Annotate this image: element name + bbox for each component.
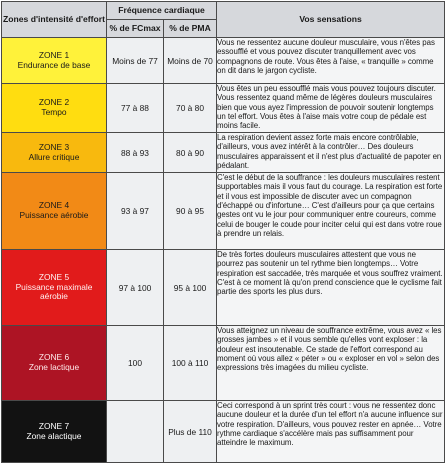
header-frequence: Fréquence cardiaque: [107, 2, 217, 20]
zone-number: ZONE 3: [38, 141, 70, 152]
zone-number: ZONE 7: [38, 420, 70, 431]
zone-row-1: [2, 38, 445, 84]
zone-number: ZONE 4: [38, 200, 70, 211]
zone-cell: [2, 133, 107, 173]
zone-cell: [2, 326, 107, 401]
zone-label: Endurance de base: [17, 59, 91, 70]
zone-row-4: [2, 173, 445, 250]
fcmax-value: 97 à 100: [107, 250, 164, 326]
zone-number: ZONE 2: [38, 97, 70, 108]
sensation-text: La respiration devient assez forte mais encore contrôlable, d'ailleurs, vous avez intérêt à la contrôler… Des douleurs musculaires apparaissent et il n'est plus d'actualité de papoter en pédalant.: [217, 133, 445, 173]
zone-row-6: [2, 326, 445, 401]
sensation-text: Vous ne ressentez aucune douleur musculaire, vous n'êtes pas essoufflé et vous pouvez discuter tranquillement avec vos compagnons de route. Vous êtes à l'aise, « tranquille » comme on dit dans le jargon cycliste.: [217, 38, 445, 84]
zone-label: Tempo: [41, 107, 67, 117]
sensation-text: C'est le début de la souffrance : les douleurs musculaires restent supportables mais il vous faut du courage. La respiration est forte et il vous est impossible de discuter avec un compagnon d'échappé ou d'infortune… C'est d'ailleurs pour ça que certains gestes ont vu le jour pour communiquer entre coureurs, comme celui de bouger le coude pour inciter celui qui est dans votre roue à prendre un relais.: [217, 173, 445, 250]
pma-value: 95 à 100: [164, 250, 217, 326]
pma-value: 80 à 90: [164, 133, 217, 173]
zone-number: ZONE 6: [38, 352, 70, 363]
pma-value: 90 à 95: [164, 173, 217, 250]
intensity-zones-table: [1, 1, 445, 463]
header-zones: Zones d'intensité d'effort: [2, 2, 107, 38]
zone-cell: [2, 84, 107, 133]
zone-row-7: [2, 401, 445, 463]
fcmax-value: 100: [107, 326, 164, 401]
sensation-text: De très fortes douleurs musculaires attestent que vous ne pourrez pas soutenir un tel rythme bien longtemps… Votre respiration est saccadée, très marquée et vous souffrez vraiment. C'est à ce moment là qu'on prend conscience que le cyclisme fait partie des sports les plus durs.: [217, 250, 445, 326]
zone-row-5: [2, 250, 445, 326]
sensation-text: Ceci correspond à un sprint très court : vous ne ressentez donc aucune douleur et la durée d'un tel effort n'a aucune influence sur votre respiration. D'ailleurs, vous pouvez rester en apnée… Votre rythme cardiaque s'accélère mais pas suffisamment pour atteindre le maximum.: [217, 401, 445, 463]
zone-label: Allure critique: [28, 151, 80, 162]
header-sensations: Vos sensations: [217, 2, 445, 38]
fcmax-value: [107, 401, 164, 463]
header-pma: % de PMA: [164, 20, 217, 38]
header-fcmax: % de FCmax: [107, 20, 164, 38]
pma-value: Moins de 70: [164, 38, 217, 84]
sensation-text: Vous êtes un peu essoufflé mais vous pouvez toujours discuter. Vous ressentez quand même de légères douleurs musculaires bien que vous ayez l'impression de pouvoir soutenir longtemps un tel effort. Vous êtes à l'aise mais votre coup de pédale est moins facile.: [217, 84, 445, 133]
fcmax-value: 77 à 88: [107, 84, 164, 133]
zone-label: Puissance maximale aérobie: [15, 281, 93, 302]
zone-cell: [2, 173, 107, 250]
zone-number: ZONE 1: [38, 49, 70, 60]
zone-label: Zone lactique: [28, 362, 80, 372]
zone-row-2: [2, 84, 445, 133]
fcmax-value: Moins de 77: [107, 38, 164, 84]
zone-cell: [2, 250, 107, 326]
pma-value: Plus de 110: [164, 401, 217, 463]
zone-label: Zone alactique: [26, 430, 82, 441]
sensation-text: Vous atteignez un niveau de souffrance extrême, vous avez « les grosses jambes » et il vous semble qu'elles vont exploser : la douleur est insoutenable. Ce stade de l'effort correspond au moment où vous allez « péter » ou « exploser en vol » selon des expressions très imagées du milieu cycliste.: [217, 326, 445, 401]
pma-value: 70 à 80: [164, 84, 217, 133]
zone-cell: [2, 401, 107, 463]
pma-value: 100 à 110: [164, 326, 217, 401]
fcmax-value: 88 à 93: [107, 133, 164, 173]
zone-row-3: [2, 133, 445, 173]
zone-label: Puissance aérobie: [19, 210, 89, 220]
zone-cell: [2, 38, 107, 84]
zone-number: ZONE 5: [38, 271, 70, 282]
fcmax-value: 93 à 97: [107, 173, 164, 250]
